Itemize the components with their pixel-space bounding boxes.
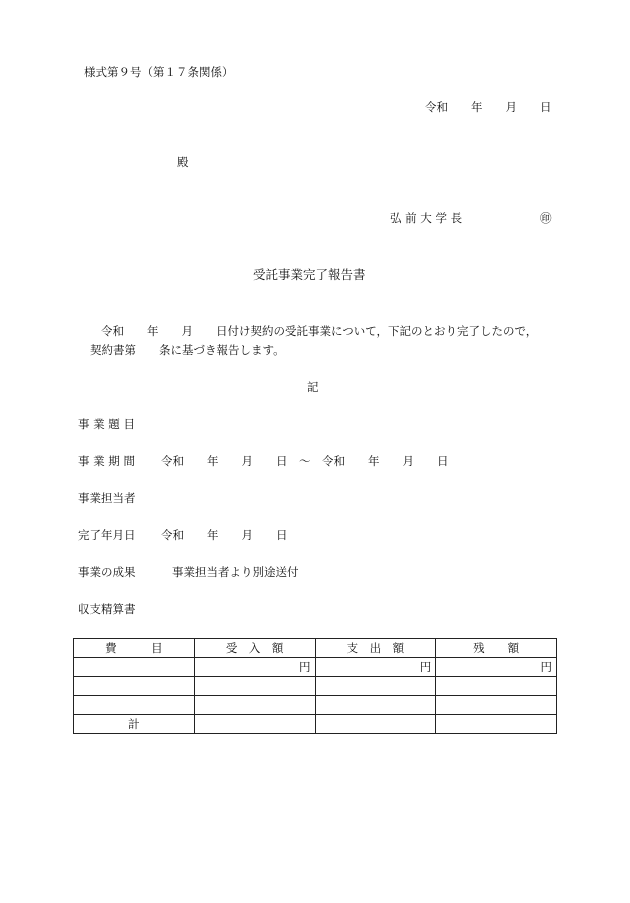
manager-label: 事業担当者 (78, 491, 136, 505)
document-title: 受託事業完了報告書 (253, 267, 366, 282)
form-number: 様式第９号（第１７条関係） (84, 65, 234, 79)
yen-cell: 円 (194, 658, 315, 677)
yen-cell: 円 (315, 658, 436, 677)
table-cell (436, 715, 557, 734)
result-label: 事業の成果 (78, 565, 136, 579)
header-income: 受 入 額 (194, 639, 315, 658)
table-total-row (74, 715, 557, 734)
table-header-row (74, 639, 557, 658)
settlement-table (73, 638, 557, 734)
table-cell (74, 658, 195, 677)
result-value: 事業担当者より別途送付 (172, 565, 299, 579)
date-line: 令和 年 月 日 (425, 100, 552, 114)
table-cell (436, 696, 557, 715)
total-label: 計 (74, 715, 195, 734)
yen-cell: 円 (436, 658, 557, 677)
header-balance: 残 額 (436, 639, 557, 658)
body-line-2: 契約書第 条に基づき報告します。 (90, 343, 285, 357)
body-line-1: 令和 年 月 日付け契約の受託事業について，下記のとおり完了したので， (101, 324, 538, 338)
table-row (74, 677, 557, 696)
table-row (74, 696, 557, 715)
completion-value: 令和 年 月 日 (161, 528, 288, 542)
table-cell (315, 715, 436, 734)
table-cell (315, 696, 436, 715)
settlement-label: 収支精算書 (78, 602, 136, 616)
completion-label: 完了年月日 (78, 528, 136, 542)
table-cell (194, 677, 315, 696)
subject-label: 事 業 題 目 (78, 417, 135, 431)
table-cell (194, 715, 315, 734)
period-value: 令和 年 月 日 ～ 令和 年 月 日 (161, 454, 449, 468)
table-cell (436, 677, 557, 696)
table-cell (74, 677, 195, 696)
table-row (74, 658, 557, 677)
ki-heading: 記 (307, 380, 319, 394)
addressee: 殿 (177, 155, 189, 169)
seal-mark: ㊞ (540, 211, 552, 225)
header-expense: 支 出 額 (315, 639, 436, 658)
header-item: 費 目 (74, 639, 195, 658)
sender-title: 弘 前 大 学 長 (390, 211, 463, 225)
period-label: 事 業 期 間 (78, 454, 135, 468)
table-cell (194, 696, 315, 715)
table-cell (315, 677, 436, 696)
table-cell (74, 696, 195, 715)
